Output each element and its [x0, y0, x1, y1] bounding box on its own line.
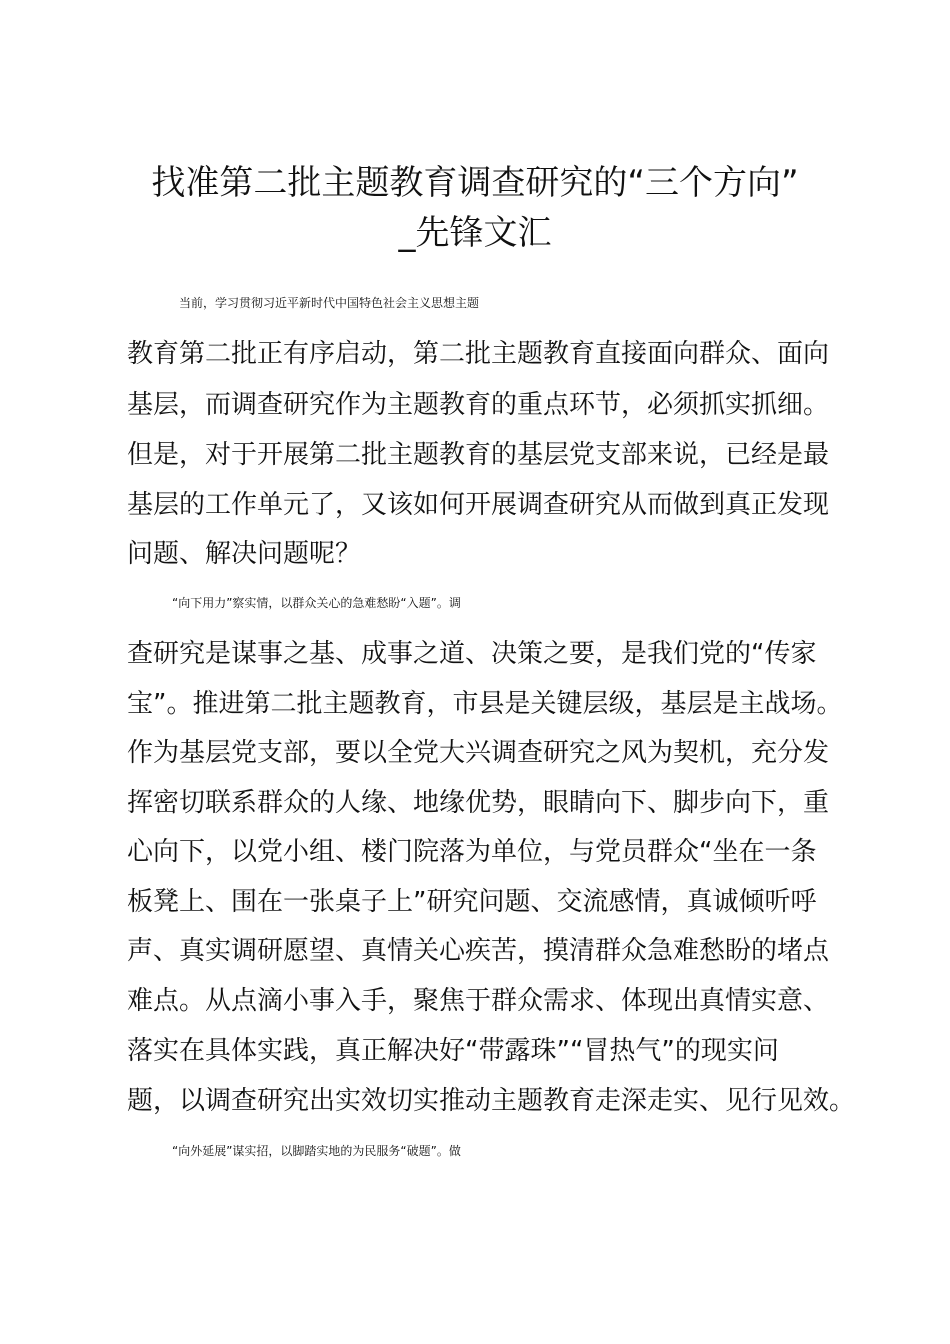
- body-line-10: 作为基层党支部，要以全党大兴调查研究之风为契机，充分发: [127, 738, 830, 768]
- body-line-15: 难点。从点滴小事入手，聚焦于群众需求、体现出真情实意、: [127, 986, 830, 1016]
- body-line-13: 板凳上、围在一张桌子上”研究问题、交流感情，真诚倾听呼: [127, 887, 817, 917]
- body-line-5: 基层的工作单元了，又该如何开展调查研究从而做到真正发现: [127, 490, 830, 520]
- body-line-12: 心向下，以党小组、楼门院落为单位，与党员群众“坐在一条: [127, 837, 817, 867]
- document-title-line-1: 找准第二批主题教育调查研究的“三个方向”: [151, 163, 799, 203]
- body-line-14: 声、真实调研愿望、真情关心疾苦，摸清群众急难愁盼的堵点: [127, 936, 830, 966]
- body-line-3: 基层，而调查研究作为主题教育的重点环节，必须抓实抓细。: [127, 390, 830, 420]
- body-line-2: 教育第二批正有序启动，第二批主题教育直接面向群众、面向: [127, 339, 830, 369]
- body-line-4: 但是，对于开展第二批主题教育的基层党支部来说，已经是最: [127, 440, 830, 470]
- body-line-7: “向下用力”察实情，以群众关心的急难愁盼“入题”。调: [172, 596, 461, 610]
- body-line-11: 挥密切联系群众的人缘、地缘优势，眼睛向下、脚步向下，重: [127, 788, 830, 818]
- document-title-line-2: _先锋文汇: [398, 213, 552, 253]
- body-line-1: 当前，学习贯彻习近平新时代中国特色社会主义思想主题: [179, 296, 480, 310]
- body-line-17: 题，以调查研究出实效切实推动主题教育走深走实、见行见效。: [127, 1086, 856, 1116]
- body-line-16: 落实在具体实践，真正解决好“带露珠”“冒热气”的现实问: [127, 1036, 779, 1066]
- body-line-8: 查研究是谋事之基、成事之道、决策之要，是我们党的“传家: [127, 639, 817, 669]
- body-line-18: “向外延展”谋实招，以脚踏实地的为民服务“破题”。做: [172, 1144, 461, 1158]
- body-line-9: 宝”。推进第二批主题教育，市县是关键层级，基层是主战场。: [127, 689, 843, 719]
- body-line-6: 问题、解决问题呢？: [127, 539, 362, 569]
